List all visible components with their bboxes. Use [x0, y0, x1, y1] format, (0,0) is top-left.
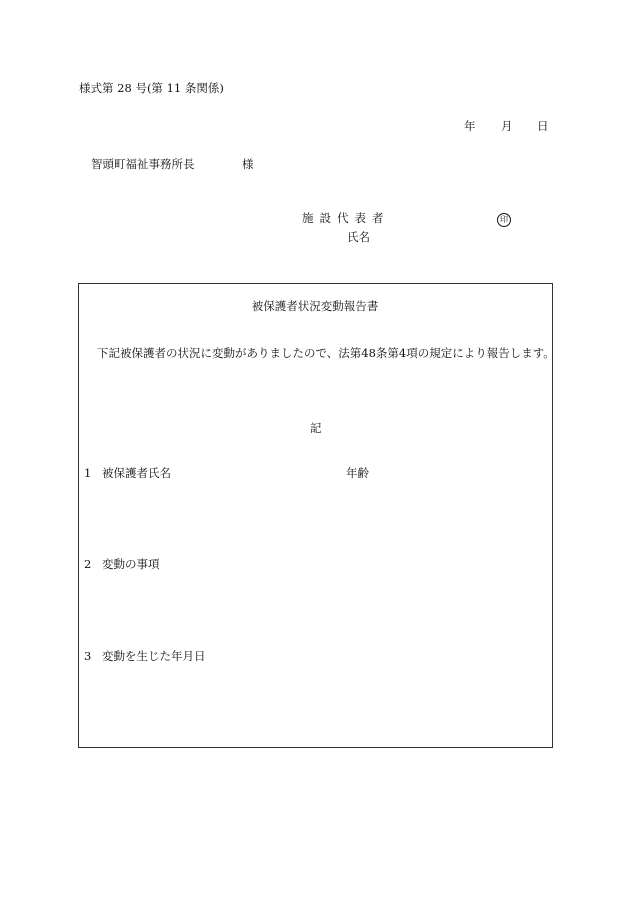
item-1-age-label: 年齢 [346, 466, 369, 480]
item-1-label: 被保護者氏名 [102, 466, 171, 480]
item-3-label: 変動を生じた年月日 [102, 649, 206, 663]
ki-heading: 記 [310, 421, 322, 435]
date-month: 月 [501, 119, 513, 133]
date-day: 日 [537, 119, 549, 133]
sender-label: 施設代表者 [302, 211, 390, 225]
report-title: 被保護者状況変動報告書 [251, 299, 379, 313]
addressee-honorific: 様 [242, 157, 254, 171]
report-body: 下記被保護者の状況に変動がありましたので、法第48条第4項の規定により報告します。 [97, 346, 555, 360]
seal-mark [497, 211, 511, 227]
seal-icon: 印 [497, 213, 511, 227]
addressee-name: 智頭町福祉事務所長 [91, 157, 195, 171]
item-2-number: 2 [84, 557, 92, 571]
date-year: 年 [464, 119, 476, 133]
form-number: 様式第 28 号(第 11 条関係) [79, 81, 224, 95]
item-3-number: 3 [84, 649, 92, 663]
item-1-number: 1 [84, 466, 92, 480]
sender-name-label: 氏名 [347, 230, 370, 244]
item-2-label: 変動の事項 [102, 557, 160, 571]
